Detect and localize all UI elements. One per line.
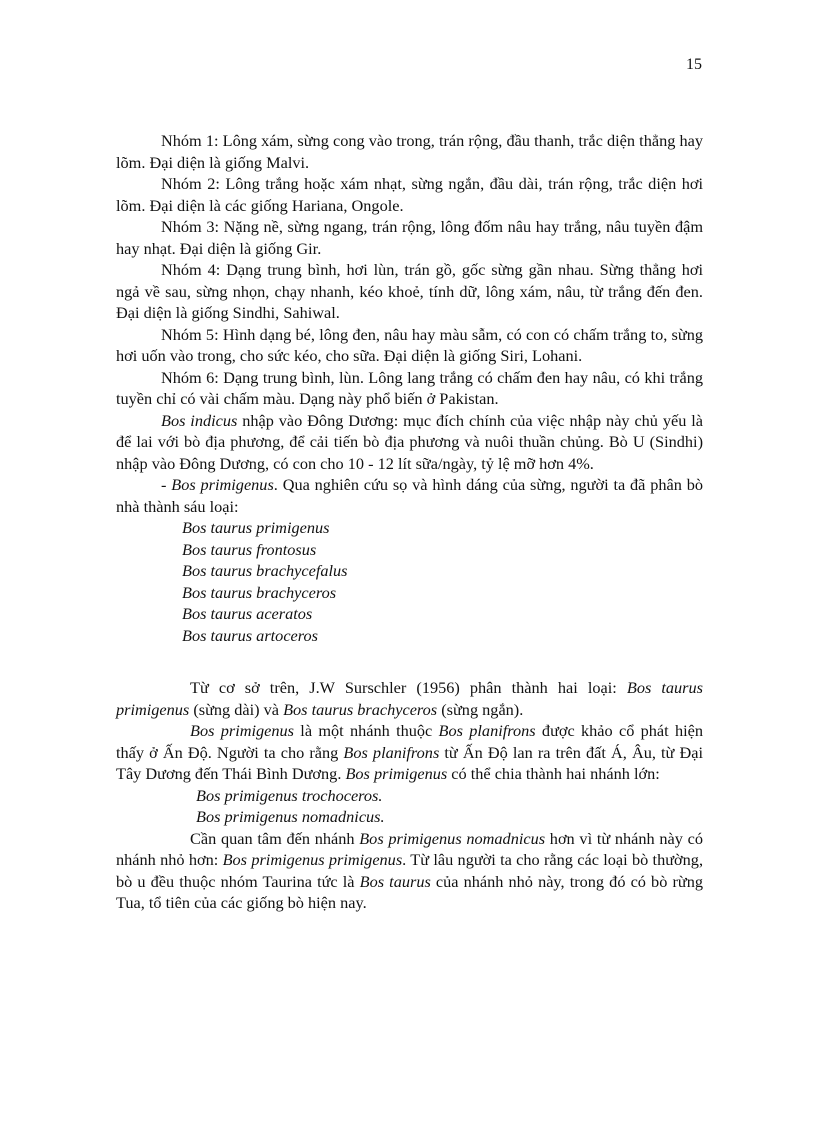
group-description: Dạng trung bình, hơi lùn, trán gồ, gốc sừng gần nhau. Sừng thẳng hơi ngả về sau, sừng nhọn, chạy nhanh, kéo khoẻ, tính dữ, lông xám, nâu, từ trắng đến đen. Đại diện là giống Sindhi, Sahiwal. bbox=[116, 260, 703, 322]
paragraph-text: . Qua nghiên cứu sọ và hình dáng của sừng, người ta đã phân bò nhà thành sáu loại: bbox=[116, 475, 703, 516]
group-description: Dạng trung bình, lùn. Lông lang trắng có chấm đen hay nâu, có khi trắng tuyền chỉ có vài chấm màu. Dạng này phổ biến ở Pakistan. bbox=[116, 367, 703, 408]
list-item: Bos taurus artoceros bbox=[182, 625, 318, 645]
closing-paragraph bbox=[116, 828, 703, 914]
group-paragraph-4 bbox=[116, 259, 703, 324]
group-description: Nặng nề, sừng ngang, trán rộng, lông đốm nâu hay trắng, nâu tuyền đậm hay nhạt. Đại diện là giống Gir. bbox=[116, 217, 703, 258]
list-item: Bos taurus frontosus bbox=[182, 539, 317, 559]
paragraph-text: được khảo cổ phát hiện thấy ở Ấn Độ. Người ta cho rằng bbox=[116, 721, 704, 762]
list-item: Bos taurus primigenus bbox=[182, 518, 330, 537]
species-name: Bos primigenus bbox=[171, 475, 274, 494]
group-description: Lông trắng hoặc xám nhạt, sừng ngắn, đầu dài, trán rộng, trắc diện hơi lõm. Đại diện là các giống Hariana, Ongole. bbox=[116, 174, 703, 215]
paragraph-text: của nhánh nhỏ này, trong đó có bò rừng Tua, tổ tiên của các giống bò hiện nay. bbox=[116, 871, 703, 912]
list-item: Bos taurus brachycefalus bbox=[182, 561, 348, 580]
paragraph-text: Cần quan tâm đến nhánh bbox=[190, 828, 360, 848]
group-label: Nhóm 6: bbox=[161, 367, 219, 387]
group-description: Lông xám, sừng cong vào trong, trán rộng, đầu thanh, trắc diện thẳng hay lõm. Đại diện là giống Malvi. bbox=[116, 131, 703, 172]
bos-indicus-paragraph bbox=[116, 410, 703, 475]
group-paragraph-6 bbox=[116, 367, 703, 410]
paragraph-text: từ Ấn Độ lan ra trên đất Á, Âu, từ Đại Tây Dương đến Thái Bình Dương. bbox=[116, 742, 703, 783]
list-item: Bos taurus brachyceros bbox=[182, 582, 337, 602]
primigenus-branches-list bbox=[116, 785, 703, 828]
paragraph-text: . Từ lâu người ta cho rằng các loại bò thường, bò u đều thuộc nhóm Taurina tức là bbox=[116, 850, 704, 891]
list-item: Bos primigenus nomadnicus. bbox=[196, 807, 385, 826]
paragraph-text: Từ cơ sở trên, J.W Surschler (1956) phân thành hai loại: bbox=[190, 678, 627, 697]
paragraph-text: hơn vì từ nhánh này có nhánh nhỏ hơn: bbox=[116, 828, 704, 869]
page-body bbox=[116, 130, 703, 914]
page-number: 15 bbox=[686, 56, 702, 73]
species-name: Bos primigenus primigenus bbox=[222, 850, 403, 869]
group-label: Nhóm 1: bbox=[161, 131, 219, 150]
group-label: Nhóm 5: bbox=[161, 324, 219, 344]
species-name: Bos taurus bbox=[359, 871, 431, 891]
species-name: Bos primigenus bbox=[345, 764, 448, 783]
list-dash: - bbox=[161, 475, 172, 494]
group-label: Nhóm 4: bbox=[161, 260, 221, 279]
species-name: Bos planifrons bbox=[438, 721, 536, 740]
paragraph-text: (sừng dài) và bbox=[189, 699, 284, 719]
group-paragraph-1 bbox=[116, 130, 703, 173]
species-name: Bos primigenus bbox=[190, 721, 294, 740]
group-paragraph-3 bbox=[116, 216, 703, 259]
group-paragraph-5 bbox=[116, 324, 703, 367]
group-description: Hình dạng bé, lông đen, nâu hay màu sẫm, có con có chấm trắng to, sừng hơi uốn vào trong, cho sức kéo, cho sữa. Đại diện là giống Siri, Lohani. bbox=[116, 324, 703, 365]
group-label: Nhóm 2: bbox=[161, 174, 220, 193]
planifrons-paragraph bbox=[116, 720, 703, 785]
paragraph-text: nhập vào Đông Dương: mục đích chính của việc nhập này chủ yếu là để lai với bò địa phương, để cải tiến bò địa phương và nuôi thuần chủng. Bò U (Sindhi) nhập vào Đông Dương, có con cho 10 - 12 lít sữa/ngày, tỷ lệ mỡ hơn 4%. bbox=[116, 410, 703, 473]
list-item: Bos primigenus trochoceros. bbox=[196, 785, 383, 805]
taurus-types-list bbox=[116, 517, 703, 646]
species-name: Bos taurus brachyceros bbox=[283, 699, 438, 719]
paragraph-text: (sừng ngắn). bbox=[437, 699, 524, 719]
species-name: Bos planifrons bbox=[343, 742, 440, 762]
bos-primigenus-paragraph bbox=[116, 474, 703, 517]
paragraph-text: có thể chia thành hai nhánh lớn: bbox=[447, 764, 660, 783]
list-item: Bos taurus aceratos bbox=[182, 604, 313, 623]
species-name: Bos taurus primigenus bbox=[116, 678, 703, 719]
group-paragraph-2 bbox=[116, 173, 703, 216]
group-label: Nhóm 3: bbox=[161, 217, 219, 236]
surschler-paragraph bbox=[116, 677, 703, 720]
species-name: Bos primigenus nomadnicus bbox=[359, 828, 546, 848]
section-spacer bbox=[116, 646, 703, 677]
species-name: Bos indicus bbox=[161, 410, 238, 430]
paragraph-text: là một nhánh thuộc bbox=[294, 721, 439, 740]
